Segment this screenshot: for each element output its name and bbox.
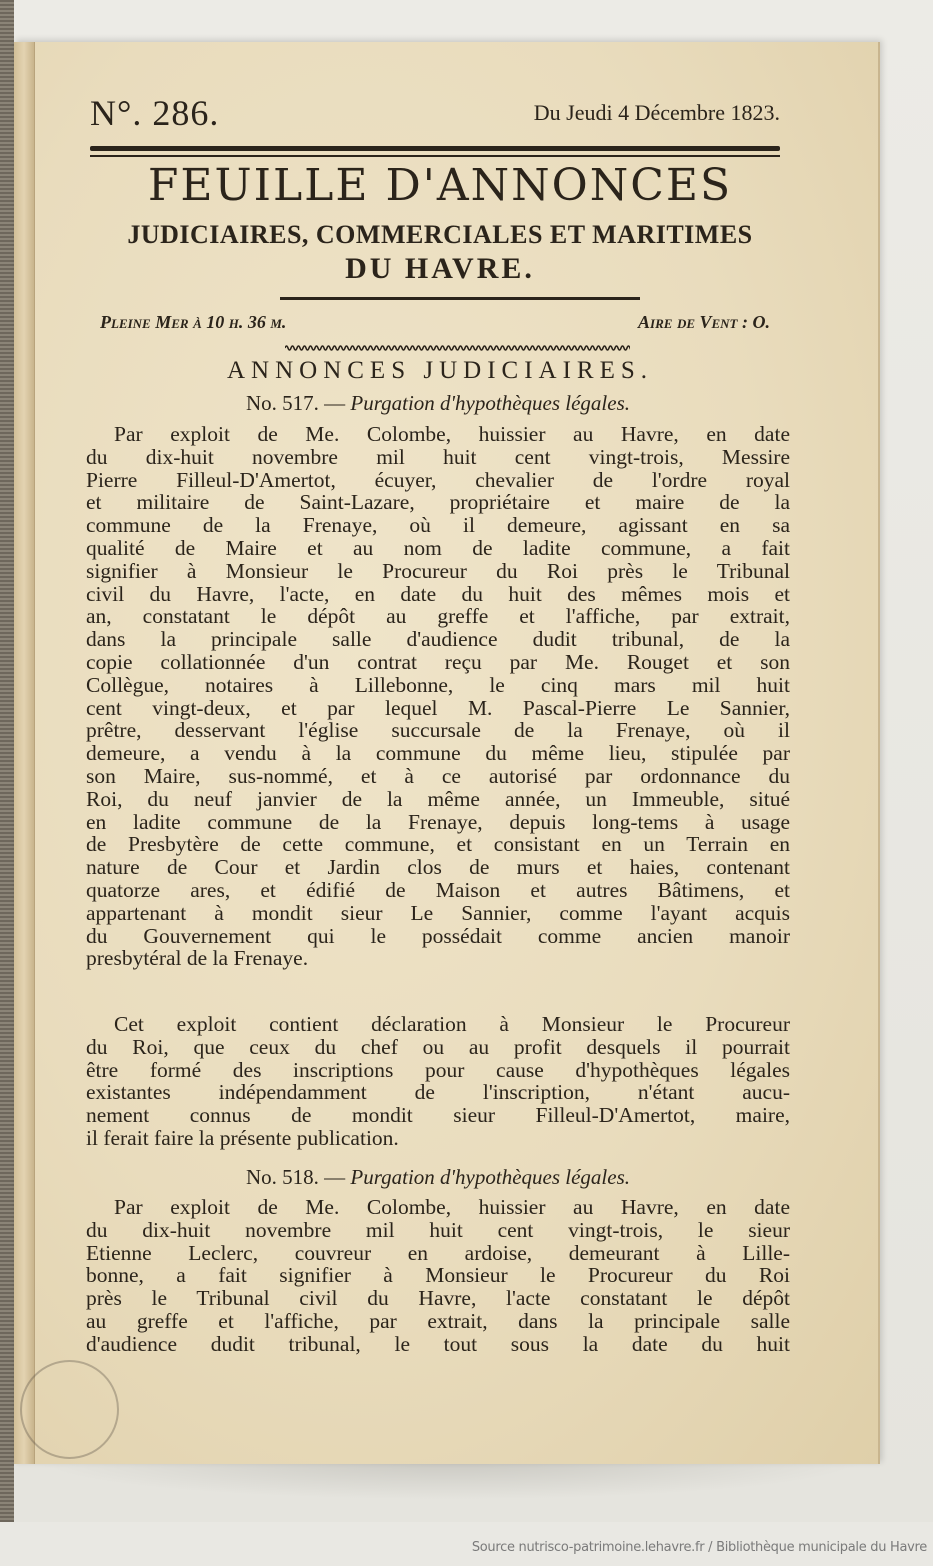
text-line: du dix-huit novembre mil huit cent vingt-trois, Messire xyxy=(86,444,790,469)
text-line: d'audience dudit tribunal, le tout sous la date du huit xyxy=(86,1331,790,1356)
notice-paragraph xyxy=(86,1196,790,1356)
text-line: prêtre, desservant l'église succursale de la Frenaye, où il xyxy=(86,718,790,743)
text-line: bonne, a fait signifier à Monsieur le Procureur du Roi xyxy=(86,1263,790,1288)
issue-number: N°. 286. xyxy=(90,93,220,133)
text-line: Collègue, notaires à Lillebonne, le cinq mars mil huit xyxy=(86,672,790,697)
text-line: au greffe et l'affiche, par extrait, dans la principale salle xyxy=(86,1308,790,1333)
text-line: Roi, du neuf janvier de la même année, un Immeuble, situé xyxy=(86,786,790,811)
text-line: demeure, a vendu à la commune du même lieu, stipulée par xyxy=(86,741,790,766)
text-line: nature de Cour et Jardin clos de murs et haies, contenant xyxy=(86,855,790,880)
page-fold xyxy=(14,42,35,1464)
tide-info xyxy=(100,312,770,336)
text-line: civil du Havre, l'acte, en date du huit des mêmes mois et xyxy=(86,581,790,606)
notice-heading xyxy=(86,391,790,416)
title-rule xyxy=(280,297,640,300)
text-line: être formé des inscriptions pour cause d'hypothèques légales xyxy=(86,1057,790,1082)
wavy-divider xyxy=(285,343,630,353)
notice-number: No. 518. — xyxy=(245,1165,346,1189)
library-stamp xyxy=(20,1360,119,1459)
notice-subject: Purgation d'hypothèques légales. xyxy=(350,391,630,415)
masthead xyxy=(90,92,780,132)
text-line: appartenant à mondit sieur Le Sannier, comme l'ayant acquis xyxy=(86,900,790,925)
text-line: et militaire de Saint-Lazare, propriétaire et maire de la xyxy=(86,490,790,515)
text-line: nement connus de mondit sieur Filleul-D'Amertot, maire, xyxy=(86,1103,790,1128)
text-line: qualité de Maire et au nom de ladite commune, a fait xyxy=(86,535,790,560)
text-line: Cet exploit contient déclaration à Monsieur le Procureur xyxy=(114,1012,790,1036)
text-line: du Roi, que ceux du chef ou au profit desquels il pourrait xyxy=(86,1034,790,1059)
text-line: commune de la Frenaye, où il demeure, agissant en sa xyxy=(86,513,790,538)
text-line: signifier à Monsieur le Procureur du Roi près le Tribunal xyxy=(86,558,790,583)
wind-direction: Aire de Vent : O. xyxy=(638,312,770,332)
text-line: copie collationnée d'un contrat reçu par Me. Rouget et son xyxy=(86,649,790,674)
text-line: an, constatant le dépôt au greffe et l'affiche, par extrait, xyxy=(86,604,790,629)
text-line: cent vingt-deux, et par lequel M. Pascal-Pierre Le Sannier, xyxy=(86,695,790,720)
text-line: Par exploit de Me. Colombe, huissier au Havre, en date xyxy=(114,422,790,446)
text-line: du Gouvernement qui le possédait comme ancien manoir xyxy=(86,923,790,948)
masthead-rule-thick xyxy=(90,146,780,151)
book-binding xyxy=(0,0,14,1522)
text-line: il ferait faire la présente publication. xyxy=(86,1125,399,1150)
notice-heading xyxy=(86,1165,790,1190)
text-line: quatorze ares, et édifié de Maison et autres Bâtimens, et xyxy=(86,877,790,902)
masthead-rule-thin xyxy=(90,155,780,157)
text-line: du dix-huit novembre mil huit cent vingt-trois, le sieur xyxy=(86,1217,790,1242)
page-shadow xyxy=(30,1460,870,1500)
text-line: en ladite commune de la Frenaye, depuis long-tems à usage xyxy=(86,809,790,834)
notice-subject: Purgation d'hypothèques légales. xyxy=(350,1165,630,1189)
text-line: son Maire, sus-nommé, et à ce autorisé par ordonnance du xyxy=(86,763,790,788)
newspaper-title: FEUILLE D'ANNONCES xyxy=(147,160,733,211)
newspaper-subtitle: JUDICIAIRES, COMMERCIALES ET MARITIMES xyxy=(127,220,753,249)
notice-paragraph xyxy=(86,1013,790,1150)
source-credit: Source nutrisco-patrimoine.lehavre.fr / Bibliothèque municipale du Havre xyxy=(471,1540,927,1555)
text-line: Etienne Leclerc, couvreur en ardoise, demeurant à Lille- xyxy=(86,1240,790,1265)
text-line: presbytéral de la Frenaye. xyxy=(86,946,309,971)
text-line: de Presbytère de cette commune, et consistant en un Terrain en xyxy=(86,832,790,857)
notice-paragraph xyxy=(86,423,790,970)
high-tide-time: Pleine Mer à 10 h. 36 m. xyxy=(100,312,287,332)
text-line: existantes indépendamment de l'inscription, n'étant aucu- xyxy=(86,1080,790,1105)
section-heading: ANNONCES JUDICIAIRES. xyxy=(226,357,653,384)
text-line: près le Tribunal civil du Havre, l'acte constatant le dépôt xyxy=(86,1286,790,1311)
text-line: Pierre Filleul-D'Amertot, écuyer, chevalier de l'ordre royal xyxy=(86,467,790,492)
text-line: dans la principale salle d'audience dudit tribunal, de la xyxy=(86,627,790,652)
notice-number: No. 517. — xyxy=(245,391,346,415)
text-line: Par exploit de Me. Colombe, huissier au Havre, en date xyxy=(114,1195,790,1219)
issue-date: Du Jeudi 4 Décembre 1823. xyxy=(533,100,780,125)
newspaper-city: DU HAVRE. xyxy=(345,252,535,285)
